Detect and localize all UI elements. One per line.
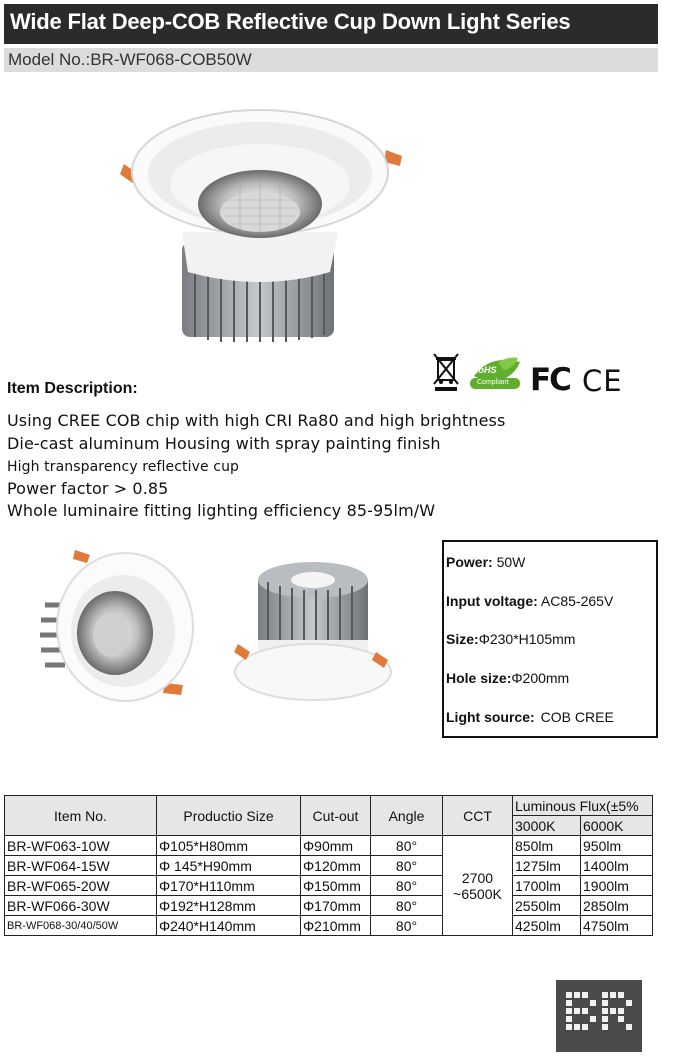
col-header-cct: CCT bbox=[443, 796, 513, 836]
cell-angle: 80° bbox=[371, 916, 443, 936]
cell-flux-6000: 4750lm bbox=[581, 916, 653, 936]
cell-flux-3000: 4250lm bbox=[513, 916, 581, 936]
spec-size bbox=[446, 631, 575, 647]
rohs-badge bbox=[468, 356, 524, 390]
col-header-flux-3000: 3000K bbox=[513, 816, 581, 836]
model-number: Model No.:BR-WF068-COB50W bbox=[8, 50, 252, 69]
fc-mark: FC bbox=[530, 362, 570, 398]
spec-value: AC85-265V bbox=[537, 593, 614, 609]
cell-item: BR-WF063-10W bbox=[5, 836, 157, 856]
table-row bbox=[5, 836, 653, 856]
col-header-item: Item No. bbox=[5, 796, 157, 836]
cell-item: BR-WF068-30/40/50W bbox=[5, 916, 157, 936]
spec-power bbox=[446, 554, 525, 570]
spec-label: Hole size: bbox=[446, 670, 512, 686]
product-front-photo bbox=[35, 545, 205, 705]
description-line: Using CREE COB chip with high CRI Ra80 and high brightness bbox=[7, 411, 506, 430]
cell-size: Φ192*H128mm bbox=[157, 896, 301, 916]
cell-angle: 80° bbox=[371, 836, 443, 856]
cell-flux-6000: 1400lm bbox=[581, 856, 653, 876]
description-line: High transparency reflective cup bbox=[7, 459, 240, 475]
spec-value: Φ200mm bbox=[511, 670, 570, 686]
spec-hole-size bbox=[446, 670, 569, 686]
cell-flux-6000: 2850lm bbox=[581, 896, 653, 916]
spec-value: Φ230*H105mm bbox=[478, 631, 576, 647]
cell-flux-6000: 1900lm bbox=[581, 876, 653, 896]
cell-cutout: Φ90mm bbox=[301, 836, 371, 856]
description-line: Whole luminaire fitting lighting efficiency 85-95lm/W bbox=[7, 501, 436, 520]
spec-label: Light source: bbox=[446, 709, 535, 725]
spec-value: COB CREE bbox=[540, 709, 614, 725]
rohs-label: RoHS bbox=[472, 365, 497, 375]
table-row bbox=[5, 876, 653, 896]
cell-angle: 80° bbox=[371, 856, 443, 876]
col-header-angle: Angle bbox=[371, 796, 443, 836]
cell-cutout: Φ170mm bbox=[301, 896, 371, 916]
cell-item: BR-WF066-30W bbox=[5, 896, 157, 916]
cell-cutout: Φ210mm bbox=[301, 916, 371, 936]
cell-item: BR-WF064-15W bbox=[5, 856, 157, 876]
cell-flux-3000: 850lm bbox=[513, 836, 581, 856]
spec-label: Input voltage: bbox=[446, 593, 538, 609]
weee-bin-icon bbox=[432, 352, 460, 392]
product-hero-image bbox=[120, 92, 420, 357]
cell-cutout: Φ150mm bbox=[301, 876, 371, 896]
rohs-sub: Compliant bbox=[477, 379, 509, 386]
spec-light-source bbox=[446, 709, 614, 725]
table-row bbox=[5, 856, 653, 876]
spec-label: Size: bbox=[446, 631, 479, 647]
spec-table bbox=[4, 795, 653, 936]
description-line: Power factor > 0.85 bbox=[7, 479, 169, 498]
cell-flux-3000: 1275lm bbox=[513, 856, 581, 876]
item-description-heading: Item Description: bbox=[7, 380, 138, 397]
spec-input-voltage bbox=[446, 593, 613, 609]
table-row bbox=[5, 916, 653, 936]
table-row bbox=[5, 896, 653, 916]
cell-size: Φ170*H110mm bbox=[157, 876, 301, 896]
cell-size: Φ105*H80mm bbox=[157, 836, 301, 856]
cct-min: 2700 bbox=[461, 869, 494, 886]
cct-max: ~6500K bbox=[453, 885, 502, 902]
cell-angle: 80° bbox=[371, 896, 443, 916]
cell-flux-6000: 950lm bbox=[581, 836, 653, 856]
page-title: Wide Flat Deep-COB Reflective Cup Down Light Series bbox=[10, 9, 571, 34]
cell-cutout: Φ120mm bbox=[301, 856, 371, 876]
cell-size: Φ 145*H90mm bbox=[157, 856, 301, 876]
cell-item: BR-WF065-20W bbox=[5, 876, 157, 896]
cell-size: Φ240*H140mm bbox=[157, 916, 301, 936]
product-back-photo bbox=[228, 560, 398, 710]
col-header-flux-6000: 6000K bbox=[581, 816, 653, 836]
brand-logo bbox=[556, 980, 642, 1052]
cell-cct bbox=[443, 836, 513, 936]
cell-flux-3000: 1700lm bbox=[513, 876, 581, 896]
cell-angle: 80° bbox=[371, 876, 443, 896]
cell-flux-3000: 2550lm bbox=[513, 896, 581, 916]
col-header-flux: Luminous Flux(±5% bbox=[513, 796, 653, 816]
spec-label: Power: bbox=[446, 554, 493, 570]
spec-value: 50W bbox=[492, 554, 526, 570]
col-header-cutout: Cut-out bbox=[301, 796, 371, 836]
ce-mark: CE bbox=[582, 364, 623, 398]
description-line: Die-cast aluminum Housing with spray painting finish bbox=[7, 434, 441, 453]
col-header-size: Productio Size bbox=[157, 796, 301, 836]
